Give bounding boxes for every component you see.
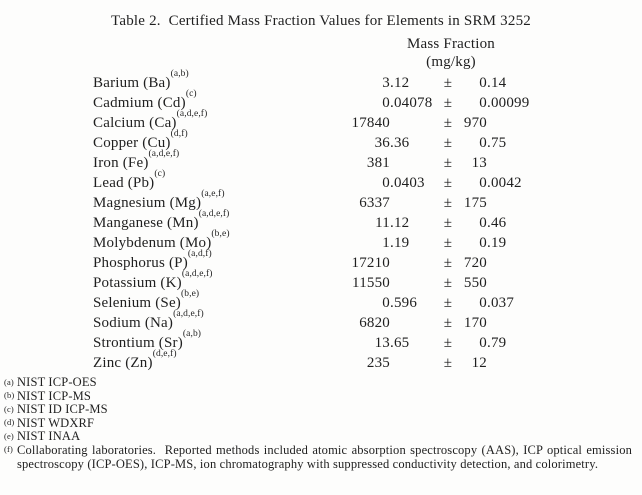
element-name: Sodium (Na) [93, 315, 174, 331]
uncertainty-integer-part: 0 [479, 95, 487, 111]
value-integer-part: 235 [366, 355, 390, 371]
table-row [0, 189, 642, 213]
footnote [0, 403, 632, 417]
mass-fraction-unit: (mg/kg) [426, 53, 476, 70]
element-footnote-refs: (a,d,e,f) [181, 269, 213, 279]
plus-minus-sign: ± [443, 335, 453, 351]
uncertainty-fraction-part: .19 [487, 235, 507, 251]
element-name: Potassium (K) [93, 275, 182, 291]
footnote-text: NIST ICP-MS [17, 388, 92, 403]
table-row [0, 129, 642, 153]
uncertainty-integer-part: 12 [471, 355, 487, 371]
uncertainty-fraction-part: .75 [487, 135, 507, 151]
value-integer-part: 381 [366, 155, 390, 171]
footnote [0, 430, 632, 444]
footnote-mark: (d) [4, 417, 15, 428]
uncertainty-integer-part: 170 [463, 315, 487, 331]
uncertainty-integer-part: 720 [463, 255, 487, 271]
uncertainty-integer-part: 0 [479, 335, 487, 351]
mass-fraction-label: Mass Fraction [406, 36, 495, 52]
table-row [0, 69, 642, 93]
uncertainty-integer-part: 0 [479, 135, 487, 151]
element-label [93, 209, 230, 233]
footnote-text: Collaborating laboratories. Reported methods included atomic absorption spectroscopy (AAS), ICP optical emission spectroscopy (ICP-OES), ICP-MS, ion chromatography with suppressed conductivity detection, and colorimetry. [17, 442, 632, 471]
value-fraction-part: .04078 [390, 95, 433, 111]
uncertainty-integer-part: 13 [471, 155, 487, 171]
element-footnote-refs: (a,b) [182, 329, 202, 339]
value-integer-part: 1 [382, 235, 390, 251]
uncertainty-integer-part: 0 [479, 75, 487, 91]
element-name: Molybdenum (Mo) [93, 235, 212, 251]
element-footnote-refs: (a,d,f) [187, 249, 212, 259]
element-name: Strontium (Sr) [93, 335, 183, 351]
table-row [0, 289, 642, 313]
element-footnote-refs: (c) [185, 89, 197, 99]
element-footnote-refs: (a,d,e,f) [173, 309, 204, 319]
footnote-mark: (b) [4, 390, 15, 401]
plus-minus-sign: ± [443, 195, 453, 211]
plus-minus-sign: ± [443, 75, 453, 91]
value-fraction-part: .12 [390, 215, 410, 231]
value-fraction-part: .36 [390, 135, 410, 151]
footnote-mark: (c) [4, 403, 14, 414]
value-integer-part: 0 [382, 175, 390, 191]
uncertainty-fraction-part: .037 [487, 295, 515, 311]
footnote-mark: (e) [4, 430, 14, 441]
value-integer-part: 6337 [359, 195, 390, 211]
element-footnote-refs: (a,b) [170, 69, 189, 79]
element-label [93, 349, 177, 373]
element-name: Cadmium (Cd) [93, 95, 186, 111]
value-fraction-part: .19 [390, 235, 410, 251]
table-row [0, 249, 642, 273]
uncertainty-integer-part: 0 [479, 175, 487, 191]
value-integer-part: 0 [382, 295, 390, 311]
table-row [0, 169, 642, 193]
uncertainty-integer-part: 550 [463, 275, 487, 291]
uncertainty-fraction-part: .00099 [487, 95, 530, 111]
table-row [0, 149, 642, 173]
element-footnote-refs: (c) [154, 169, 166, 179]
table-row [0, 89, 642, 113]
uncertainty-fraction-part: .14 [487, 75, 507, 91]
table-row [0, 229, 642, 253]
element-name: Manganese (Mn) [93, 215, 199, 231]
element-footnote-refs: (d,e,f) [152, 349, 177, 359]
table-row [0, 329, 642, 353]
table-title: Table 2. Certified Mass Fraction Values for Elements in SRM 3252 [111, 13, 531, 29]
element-label [93, 169, 166, 193]
plus-minus-sign: ± [443, 355, 453, 371]
plus-minus-sign: ± [443, 315, 453, 331]
value-integer-part: 17210 [351, 255, 390, 271]
plus-minus-sign: ± [443, 155, 453, 171]
value-integer-part: 17840 [351, 115, 390, 131]
element-footnote-refs: (b,e) [181, 289, 200, 299]
value-integer-part: 36 [374, 135, 390, 151]
table-row [0, 349, 642, 373]
footnote-text: NIST ICP-OES [17, 375, 97, 389]
footnote-text: NIST INAA [17, 429, 81, 444]
footnotes-block [0, 376, 632, 471]
element-name: Phosphorus (P) [93, 255, 188, 271]
plus-minus-sign: ± [443, 235, 453, 251]
uncertainty-integer-part: 175 [463, 195, 487, 211]
element-name: Zinc (Zn) [93, 355, 153, 371]
footnote-text: NIST ID ICP-MS [17, 402, 108, 417]
footnote-mark: (f) [4, 444, 13, 455]
value-integer-part: 11 [375, 215, 390, 231]
table-row [0, 209, 642, 233]
element-footnote-refs: (a,d,e,f) [198, 209, 230, 219]
element-footnote-refs: (a,d,e,f) [148, 149, 180, 159]
plus-minus-sign: ± [443, 115, 453, 131]
uncertainty-fraction-part: .0042 [487, 175, 522, 191]
plus-minus-sign: ± [443, 275, 453, 291]
table-row [0, 309, 642, 333]
element-name: Lead (Pb) [93, 175, 155, 191]
element-name: Calcium (Ca) [93, 115, 177, 131]
element-label [93, 109, 208, 133]
value-integer-part: 13 [374, 335, 390, 351]
element-name: Magnesium (Mg) [93, 195, 202, 211]
footnote [0, 390, 632, 404]
plus-minus-sign: ± [443, 135, 453, 151]
plus-minus-sign: ± [443, 295, 453, 311]
footnote [0, 444, 632, 471]
element-name: Barium (Ba) [93, 75, 171, 91]
value-integer-part: 0 [382, 95, 390, 111]
plus-minus-sign: ± [443, 255, 453, 271]
element-label [93, 149, 180, 173]
table-row [0, 269, 642, 293]
element-label [93, 69, 189, 93]
table-row [0, 109, 642, 133]
value-fraction-part: .65 [390, 335, 410, 351]
element-footnote-refs: (a,d,e,f) [176, 109, 208, 119]
uncertainty-fraction-part: .79 [487, 335, 507, 351]
element-label [93, 329, 202, 353]
value-integer-part: 6820 [359, 315, 390, 331]
element-table [0, 69, 642, 373]
uncertainty-integer-part: 0 [479, 295, 487, 311]
footnote-mark: (a) [4, 376, 14, 387]
value-fraction-part: .596 [390, 295, 418, 311]
value-fraction-part: .0403 [390, 175, 425, 191]
footnote [0, 376, 632, 390]
uncertainty-fraction-part: .46 [487, 215, 507, 231]
value-integer-part: 3 [382, 75, 390, 91]
plus-minus-sign: ± [443, 175, 453, 191]
element-footnote-refs: (b,e) [211, 229, 230, 239]
footnote-text: NIST WDXRF [17, 415, 95, 430]
plus-minus-sign: ± [443, 95, 453, 111]
element-footnote-refs: (d,f) [170, 129, 188, 139]
mass-fraction-column-header [341, 36, 561, 71]
element-name: Copper (Cu) [93, 135, 171, 151]
uncertainty-integer-part: 0 [479, 235, 487, 251]
uncertainty-integer-part: 0 [479, 215, 487, 231]
element-name: Selenium (Se) [93, 295, 182, 311]
value-integer-part: 11550 [352, 275, 390, 291]
uncertainty-integer-part: 970 [463, 115, 487, 131]
element-footnote-refs: (a,e,f) [201, 189, 225, 199]
plus-minus-sign: ± [443, 215, 453, 231]
footnote [0, 417, 632, 431]
element-name: Iron (Fe) [93, 155, 149, 171]
value-fraction-part: .12 [390, 75, 410, 91]
